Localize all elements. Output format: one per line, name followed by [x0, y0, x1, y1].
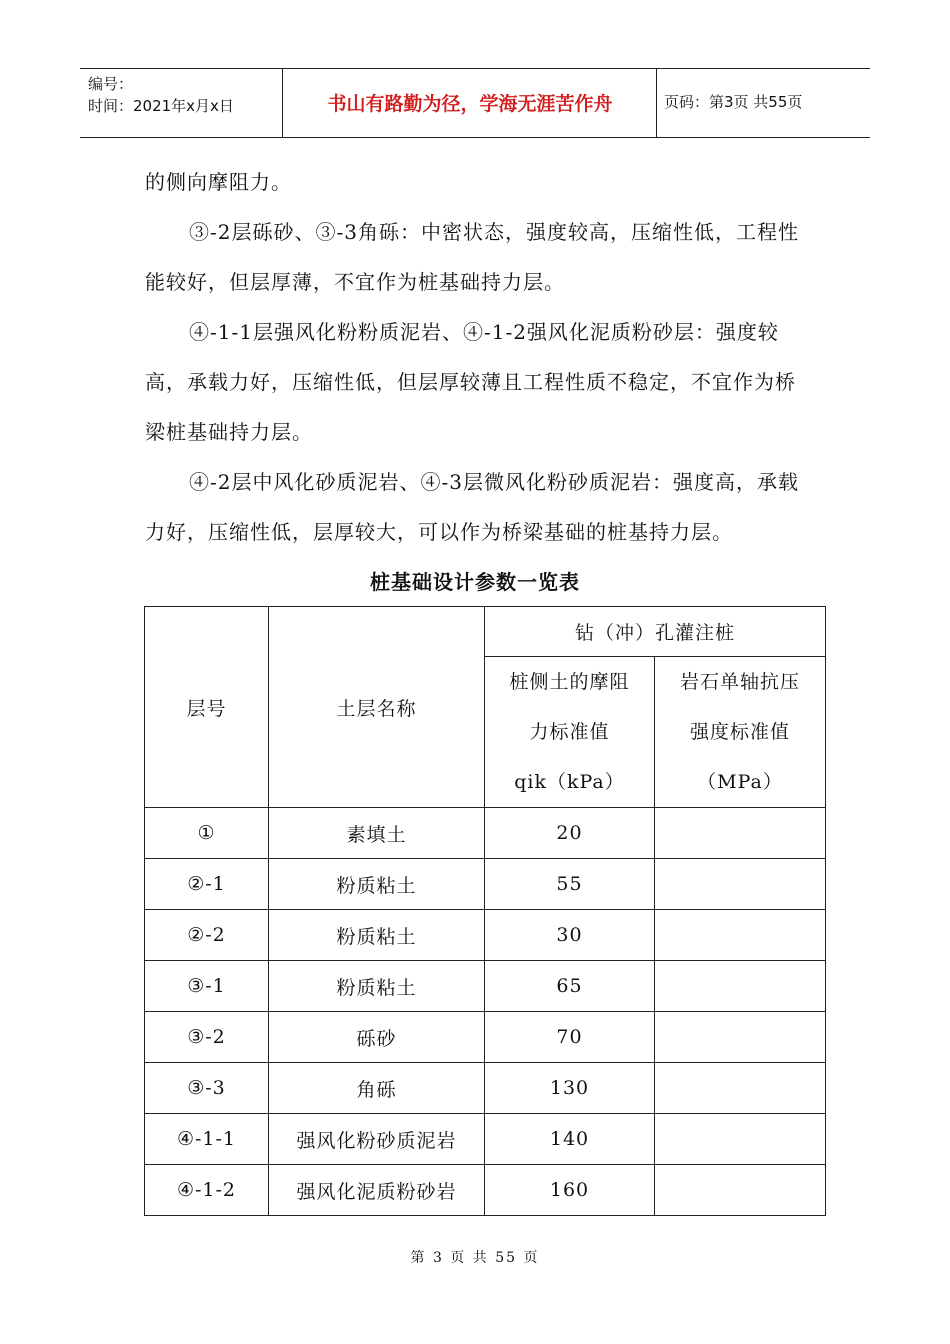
page-header	[80, 68, 870, 138]
cell-mpa	[655, 1063, 826, 1114]
page-footer: 第 3 页 共 55 页	[410, 1250, 540, 1266]
header-divider	[282, 69, 283, 137]
cell-qik: 30	[485, 910, 655, 961]
table-row	[145, 961, 826, 1012]
cell-soil-name: 粉质粘土	[269, 859, 485, 910]
cell-soil-name: 粉质粘土	[269, 910, 485, 961]
cell-soil-name: 素填土	[269, 808, 485, 859]
header-text-line: （MPa）	[697, 771, 783, 793]
header-layer-number: 层号	[145, 607, 269, 808]
cell-layer: ②-1	[145, 859, 269, 910]
header-text-line: 岩石单轴抗压	[680, 671, 801, 693]
header-text-line: qik（kPa）	[514, 771, 625, 793]
cell-qik: 65	[485, 961, 655, 1012]
header-text-line: 桩侧土的摩阻	[509, 671, 630, 693]
pile-parameter-table	[144, 606, 826, 1216]
paragraph-1: 的侧向摩阻力。	[145, 170, 292, 194]
document-date: 时间：2021年x月x日	[88, 97, 234, 115]
header-meta	[88, 73, 284, 117]
cell-layer: ①	[145, 808, 269, 859]
cell-qik: 130	[485, 1063, 655, 1114]
cell-qik: 70	[485, 1012, 655, 1063]
table-title: 桩基础设计参数一览表	[370, 570, 580, 594]
cell-soil-name: 强风化粉砂质泥岩	[269, 1114, 485, 1165]
cell-mpa	[655, 808, 826, 859]
cell-mpa	[655, 910, 826, 961]
header-page-number: 页码：第3页 共55页	[664, 93, 803, 111]
header-text-line: 力标准值	[529, 721, 610, 743]
header-text-line: 强度标准值	[690, 721, 791, 743]
table-row	[145, 1114, 826, 1165]
header-bored-pile: 钻（冲）孔灌注桩	[485, 607, 826, 657]
cell-qik: 55	[485, 859, 655, 910]
table-row	[145, 910, 826, 961]
header-motto: 书山有路勤为径，学海无涯苦作舟	[327, 93, 613, 115]
cell-mpa	[655, 1012, 826, 1063]
cell-mpa	[655, 1114, 826, 1165]
paragraph-4: ④-2层中风化砂质泥岩、④-3层微风化粉砂质泥岩：强度高，承载力好，压缩性低，层厚较大，可以作为桥梁基础的桩基持力层。	[145, 470, 799, 544]
table-row	[145, 808, 826, 859]
paragraph-2: ③-2层砾砂、③-3角砾：中密状态，强度较高，压缩性低，工程性能较好，但层厚薄，不宜作为桩基础持力层。	[145, 220, 799, 294]
table-row	[145, 1165, 826, 1216]
cell-mpa	[655, 1165, 826, 1216]
table-row	[145, 859, 826, 910]
cell-soil-name: 粉质粘土	[269, 961, 485, 1012]
cell-layer: ④-1-2	[145, 1165, 269, 1216]
cell-qik: 20	[485, 808, 655, 859]
cell-qik: 140	[485, 1114, 655, 1165]
header-soil-name: 土层名称	[269, 607, 485, 808]
cell-layer: ③-2	[145, 1012, 269, 1063]
cell-layer: ④-1-1	[145, 1114, 269, 1165]
table-row	[145, 1063, 826, 1114]
cell-layer: ③-3	[145, 1063, 269, 1114]
header-compressive-strength	[655, 657, 826, 808]
paragraph-3: ④-1-1层强风化粉粉质泥岩、④-1-2强风化泥质粉砂层：强度较高，承载力好，压缩性低，但层厚较薄且工程性质不稳定，不宜作为桥梁桩基础持力层。	[145, 320, 796, 444]
header-friction-value	[485, 657, 655, 808]
cell-mpa	[655, 859, 826, 910]
cell-qik: 160	[485, 1165, 655, 1216]
cell-soil-name: 强风化泥质粉砂岩	[269, 1165, 485, 1216]
table-header-row	[145, 607, 826, 657]
cell-layer: ③-1	[145, 961, 269, 1012]
header-divider	[656, 69, 657, 137]
cell-layer: ②-2	[145, 910, 269, 961]
cell-mpa	[655, 961, 826, 1012]
cell-soil-name: 砾砂	[269, 1012, 485, 1063]
table-row	[145, 1012, 826, 1063]
document-number: 编号：	[88, 75, 134, 93]
cell-soil-name: 角砾	[269, 1063, 485, 1114]
